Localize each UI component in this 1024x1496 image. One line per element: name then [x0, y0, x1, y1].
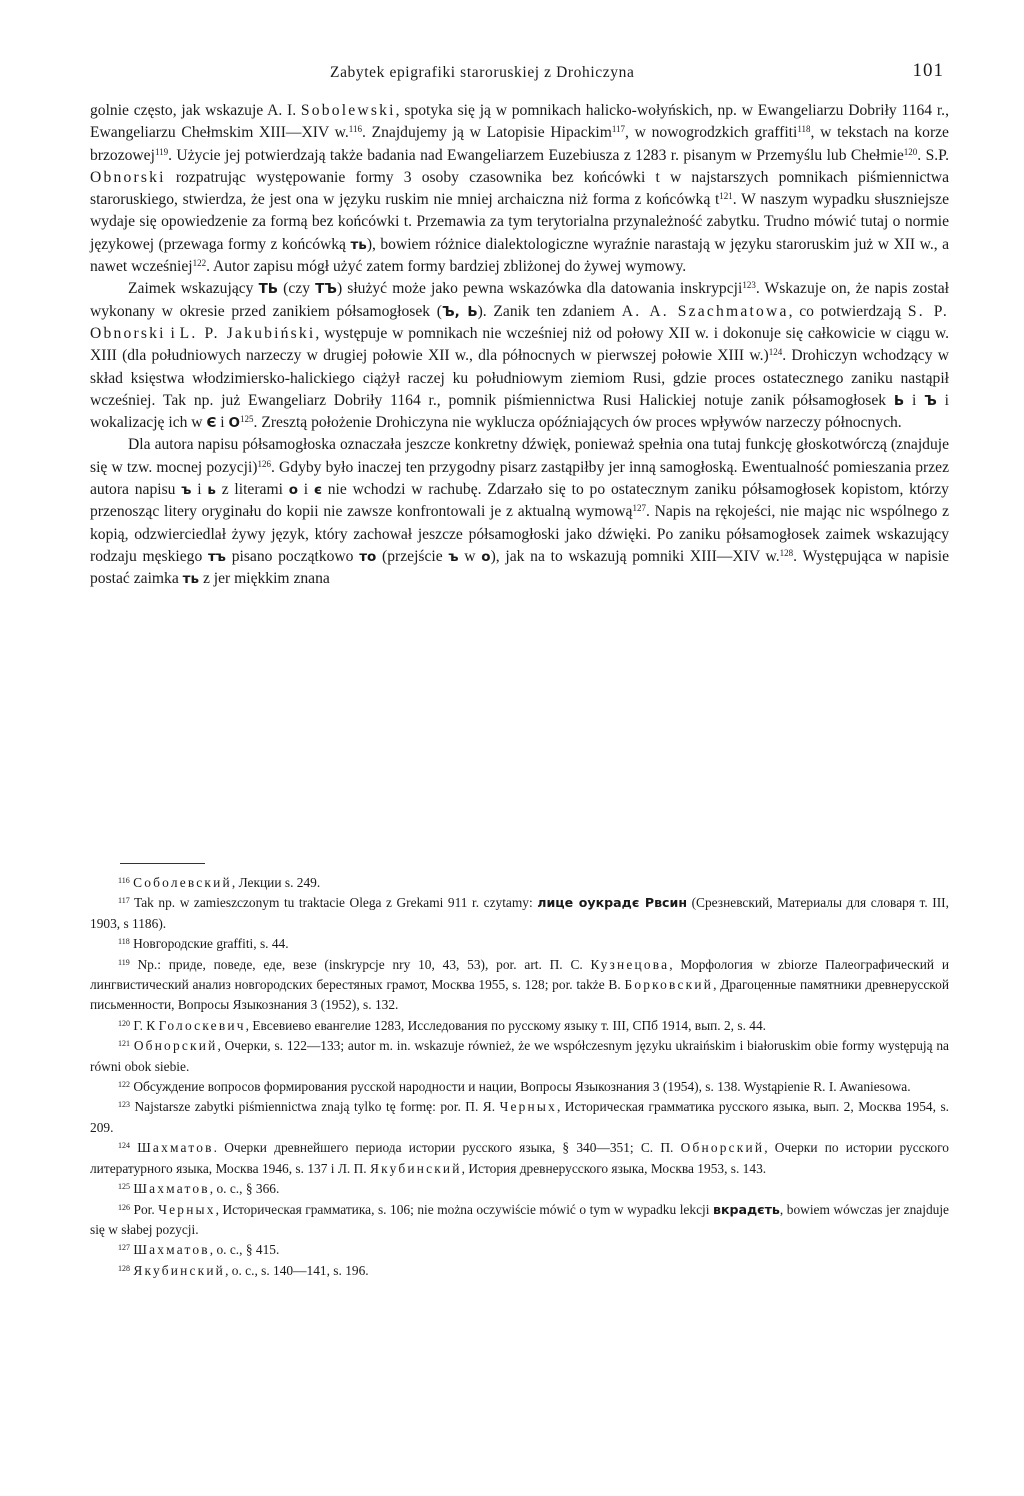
footnote	[90, 955, 949, 1016]
footnote	[90, 873, 949, 893]
author-name: Кузнецова	[590, 956, 670, 972]
text-run: z jer miękkim znana	[199, 570, 330, 588]
footnote	[90, 1097, 949, 1138]
old-cyrillic-form: Є	[206, 415, 217, 432]
author-name: Шахматов	[137, 1140, 214, 1156]
text-run: rozpatrując występowanie formy 3 osoby czasownika bez końcówki t w najstarszych pomnikach piśmiennictwa staroruskiego, stwierdza, że jest ona w języku ruskim nie mniej archaiczna niż forma z końcówką t	[90, 168, 949, 209]
footnote	[90, 1036, 949, 1077]
old-cyrillic-form: Ь	[893, 392, 905, 409]
footnote-text: , o. c., s. 140—141, s. 196.	[225, 1262, 369, 1278]
footnote-number: 126	[118, 1202, 130, 1212]
footnote-text: , Очерки, s. 122—133; autor m. in. wskazuje również, że we współczesnym języku ukraińskim i białoruskim obie formy występują na równi obok siebie.	[90, 1038, 949, 1074]
footnote-text: , История древнерусского языка, Москва 1953, s. 143.	[461, 1160, 767, 1176]
footnote-number: 124	[118, 1141, 130, 1151]
text-run: i	[191, 481, 208, 499]
text-run: , w tekstach na korze brzozowej	[90, 124, 949, 164]
author-name: Голоскевич	[158, 1017, 246, 1033]
author-name: Черных	[499, 1099, 557, 1115]
footnote-text: Najstarsze zabytki piśmiennictwa znają tylko tę formę: por. П. Я.	[134, 1099, 500, 1115]
text-run: Zaimek wskazujący	[128, 280, 259, 298]
footnote	[90, 1240, 949, 1260]
footnote-number: 125	[118, 1182, 130, 1192]
footnote-text: , Очерки по истории русского литературного языка, Москва 1946, s. 137 i Л. П.	[90, 1140, 949, 1176]
text-run: (przejście	[376, 547, 449, 565]
old-cyrillic-form: ть	[182, 571, 200, 588]
author-name: Sobolewski	[300, 102, 396, 119]
text-run: . Znajdujemy ją w Latopisie Hipackim	[361, 124, 612, 142]
footnote-text: Np.: приде, поведе, еде, везе (inskrypcje nry 10, 43, 53), por. art. П. С.	[137, 956, 591, 972]
paragraph-3	[90, 434, 949, 590]
footnote-number: 120	[118, 1018, 130, 1028]
footnote-text: , Историческая грамматика русского языка, вып. 2, Москва 1954, s. 209.	[90, 1099, 949, 1135]
old-cyrillic-form: о	[288, 482, 298, 499]
author-name: Якубинский	[133, 1262, 226, 1278]
author-name: Борковский	[624, 977, 714, 993]
footnote	[90, 1200, 949, 1241]
old-cyrillic-form: тъ	[207, 548, 226, 565]
author-name: Обнорский	[680, 1140, 765, 1156]
footnote-text: , Морфология w zbiorze Палеографический и лингвистический анализ новгородских берестяных грамот, Москва 1955, s. 128; por. także В.	[90, 956, 949, 993]
footnote-ref[interactable]: 116	[348, 124, 362, 135]
footnote-text: Г. К	[133, 1017, 159, 1033]
old-cyrillic-form: ь	[207, 482, 216, 499]
text-run: . Gdyby było inaczej ten przygodny pisarz zastąpiłby jer inną samogłoską. Ewentualność pomieszania przez autora napisu	[90, 458, 950, 499]
running-title: Zabytek epigrafiki staroruskiej z Drohiczyna	[330, 64, 635, 81]
footnote-text: Новгородские graffiti, s. 44.	[133, 936, 289, 952]
footnote-ref[interactable]: 127	[632, 503, 646, 514]
text-run: ). Zanik ten zdaniem	[477, 302, 622, 320]
text-run: (czy	[278, 280, 316, 298]
text-run: . Występująca w napisie postać zaimka	[90, 547, 949, 588]
footnote-number: 121	[118, 1039, 130, 1049]
footnote-text: , Историческая грамматика, s. 106; nie można oczywiście mówić o tym w wypadku lekcji	[215, 1201, 713, 1217]
footnote-ref[interactable]: 121	[719, 191, 733, 202]
text-run: . Wskazuje on, że napis został wykonany w okresie przed zanikiem półsamogłosek (	[90, 280, 949, 320]
footnote-number: 122	[118, 1080, 130, 1090]
footnote-number: 123	[118, 1100, 130, 1110]
text-run: Dla autora napisu półsamogłoska oznaczała jeszcze konkretny dźwięk, ponieważ spełnia ona tutaj funkcję głoskotwórczą (znajduje się w tzw. mocnej pozycji)	[90, 436, 949, 476]
text-run: w	[458, 547, 482, 565]
footnote-number: 116	[118, 876, 130, 885]
old-cyrillic-form: ъ	[181, 482, 192, 499]
text-run: i	[904, 391, 925, 409]
footnote-ref[interactable]: 126	[257, 458, 271, 469]
author-name: L. P. Jakubiński	[179, 324, 316, 342]
footnote-ref[interactable]: 120	[903, 146, 918, 157]
footnote-ref[interactable]: 123	[742, 280, 756, 291]
paragraph-1	[90, 100, 949, 278]
old-cyrillic-form: ъ	[448, 548, 459, 565]
text-run: i wokalizację ich w	[90, 391, 949, 432]
old-cyrillic-form: О	[228, 415, 241, 432]
old-cyrillic-form: ть	[350, 236, 367, 253]
author-name: Шахматов	[133, 1242, 210, 1258]
footnote-ref[interactable]: 117	[611, 124, 626, 135]
footnote-separator	[120, 863, 205, 864]
footnote-number: 119	[118, 957, 130, 967]
text-run: z literami	[215, 481, 289, 499]
footnote	[90, 1077, 949, 1097]
footnote-text: , Драгоценные памятники древнерусской письменности, Вопросы Языкознания 3 (1952), s. 132.	[90, 977, 949, 1013]
running-head	[90, 60, 944, 88]
author-name: Соболевский	[133, 875, 232, 890]
text-run: . Autor zapisu mógł użyć zatem formy bardziej zbliżonej do żywej wymowy.	[206, 258, 687, 276]
old-cyrillic-form: о	[481, 548, 491, 565]
footnote-text: Обсуждение вопросов формирования русской народности и нации, Вопросы Языкознания 3 (1954), s. 138. Wystąpienie R. I. Awaniesowa.	[133, 1079, 911, 1095]
footnote-ref[interactable]: 128	[779, 547, 794, 558]
old-cyrillic-form: ТЪ	[315, 281, 337, 298]
footnotes	[90, 873, 949, 1281]
footnote-ref[interactable]: 122	[192, 258, 207, 269]
author-name: Обнорский	[133, 1038, 218, 1054]
footnote-ref[interactable]: 118	[797, 124, 811, 135]
author-name: Obnorski	[90, 168, 166, 186]
footnote-text: . Очерки древнейшего периода истории русского языка, § 340—351; С. П.	[213, 1140, 681, 1156]
author-name: Шахматов	[133, 1181, 210, 1197]
footnote-text: (Срезневский, Материалы для словаря т. III, 1903, s 1186).	[90, 895, 949, 931]
author-name: S. P. Obnorski	[90, 302, 949, 342]
footnote-text: , Евсевиево евангелие 1283, Исследования по русскому языку т. III, СПб 1914, вып. 2, s. 44.	[245, 1017, 767, 1033]
text-run: , co potwierdzają	[788, 302, 908, 320]
footnote	[90, 893, 949, 934]
text-run: golnie często, jak wskazuje A. I.	[90, 102, 301, 119]
footnote	[90, 1261, 949, 1281]
text-run: , występuje w pomnikach nie wcześniej niż od połowy XII w. i dokonuje się całkowicie w ciągu w. XIII (dla południowych narzeczy w drugiej połowie XII w., dla północnych w pierwszej połowie XIII w.)	[90, 324, 949, 365]
text-run: , w nowogrodzkich graffiti	[625, 124, 798, 142]
text-run: , spotyka się ją w pomnikach halicko-wołyńskich, np. w Ewangeliarzu Dobriły 1164 r., Ewangeliarzu Chełmskim XIII—XIV w.	[90, 102, 949, 142]
author-name: A. A. Szachmatowa	[621, 302, 789, 320]
old-cyrillic-quote: лице оукрадє Рвсин	[537, 895, 688, 911]
text-run: ), jak na to wskazują pomniki XIII—XIV w.	[490, 547, 780, 565]
footnote-number: 128	[118, 1263, 130, 1273]
footnote-ref[interactable]: 119	[154, 146, 169, 157]
text-run: . W naszym wypadku słuszniejsze wydaje się opowiedzenie za formą bez końcówki t. Przemawia za tym terytorialna przynależność zabytku. Trudno mówić tutaj o normie językowej (przewaga formy z końcówką	[90, 191, 949, 253]
old-cyrillic-form: Ъ, Ь	[442, 303, 478, 320]
footnote-ref[interactable]: 125	[240, 414, 254, 425]
text-run: ), bowiem różnice dialektologiczne wyraźnie narastają w języku staroruskim już w XII w., a nawet wcześniej	[90, 235, 949, 276]
old-cyrillic-form: є	[313, 482, 322, 499]
text-run: ) służyć może jako pewna wskazówka dla datowania inskrypcji	[336, 280, 743, 298]
text-run: i	[216, 414, 229, 432]
footnote	[90, 1179, 949, 1199]
footnote-number: 117	[118, 896, 130, 906]
footnote	[90, 1138, 949, 1179]
old-cyrillic-quote: вкрадєть	[712, 1201, 780, 1217]
author-name: Якубинский	[369, 1160, 462, 1176]
old-cyrillic-form: то	[359, 548, 377, 565]
footnote-text: , bowiem wówczas jer znajduje się w słabej pozycji.	[90, 1201, 950, 1237]
text-run: nie wchodzi w rachubę. Zdarzało się to po ostatecznym zaniku półsamogłosek kopistom, którzy przenosząc litery oryginału do kopii nie zawsze konfrontowali je z aktualną wymową	[90, 481, 949, 521]
footnote-text: , o. c., § 366.	[209, 1181, 280, 1197]
text-run: . Napis na rękojeści, nie mając nic wspólnego z kopią, odzwierciedlał żywy język, który zachował jeszcze półsamogłoski jako dźwięki. Po zaniku półsamogłosek zaimek wskazujący rodzaju męskiego	[90, 503, 949, 565]
paragraph-2	[90, 278, 949, 434]
page-number: 101	[912, 60, 944, 81]
main-text	[90, 100, 949, 591]
footnote-number: 127	[118, 1243, 130, 1253]
footnote-text: Por.	[133, 1201, 159, 1217]
text-run: . Zresztą położenie Drohiczyna nie wyklucza opóźniających ów proces wpływów narzeczy północnych.	[253, 414, 902, 432]
footnote	[90, 1016, 949, 1036]
text-run: . Użycie jej potwierdzają także badania nad Ewangeliarzem Euzebiusza z 1283 r. pisanym w Przemyślu lub Chełmie	[168, 146, 904, 164]
text-run: pisano początkowo	[225, 547, 360, 565]
old-cyrillic-form: Ъ	[924, 392, 937, 409]
footnote	[90, 934, 949, 954]
old-cyrillic-form: ТЬ	[258, 281, 279, 298]
footnote-ref[interactable]: 124	[768, 347, 783, 358]
text-run: i	[298, 481, 314, 499]
footnote-text: Tak np. w zamieszczonym tu traktacie Olega z Grekami 911 r. czytamy:	[134, 895, 538, 911]
footnote-text: , o. c., § 415.	[209, 1242, 280, 1258]
text-run: . S.P.	[917, 146, 949, 164]
footnote-text: , Лекции s. 249.	[231, 875, 321, 890]
footnote-number: 118	[118, 937, 130, 947]
author-name: Черных	[158, 1201, 216, 1217]
text-run: i	[165, 324, 180, 342]
text-run: . Drohiczyn wchodzący w skład księstwa włodzimiersko-halickiego ciążył raczej ku południowym ziemiom Rusi, gdzie proces ostatecznego zaniku nastąpił wcześniej. Tak np. już Ewangeliarz Dobriły 1164 r., pomnik piśmiennictwa Rusi Halickiej notuje zanik półsamogłosek	[90, 347, 949, 409]
